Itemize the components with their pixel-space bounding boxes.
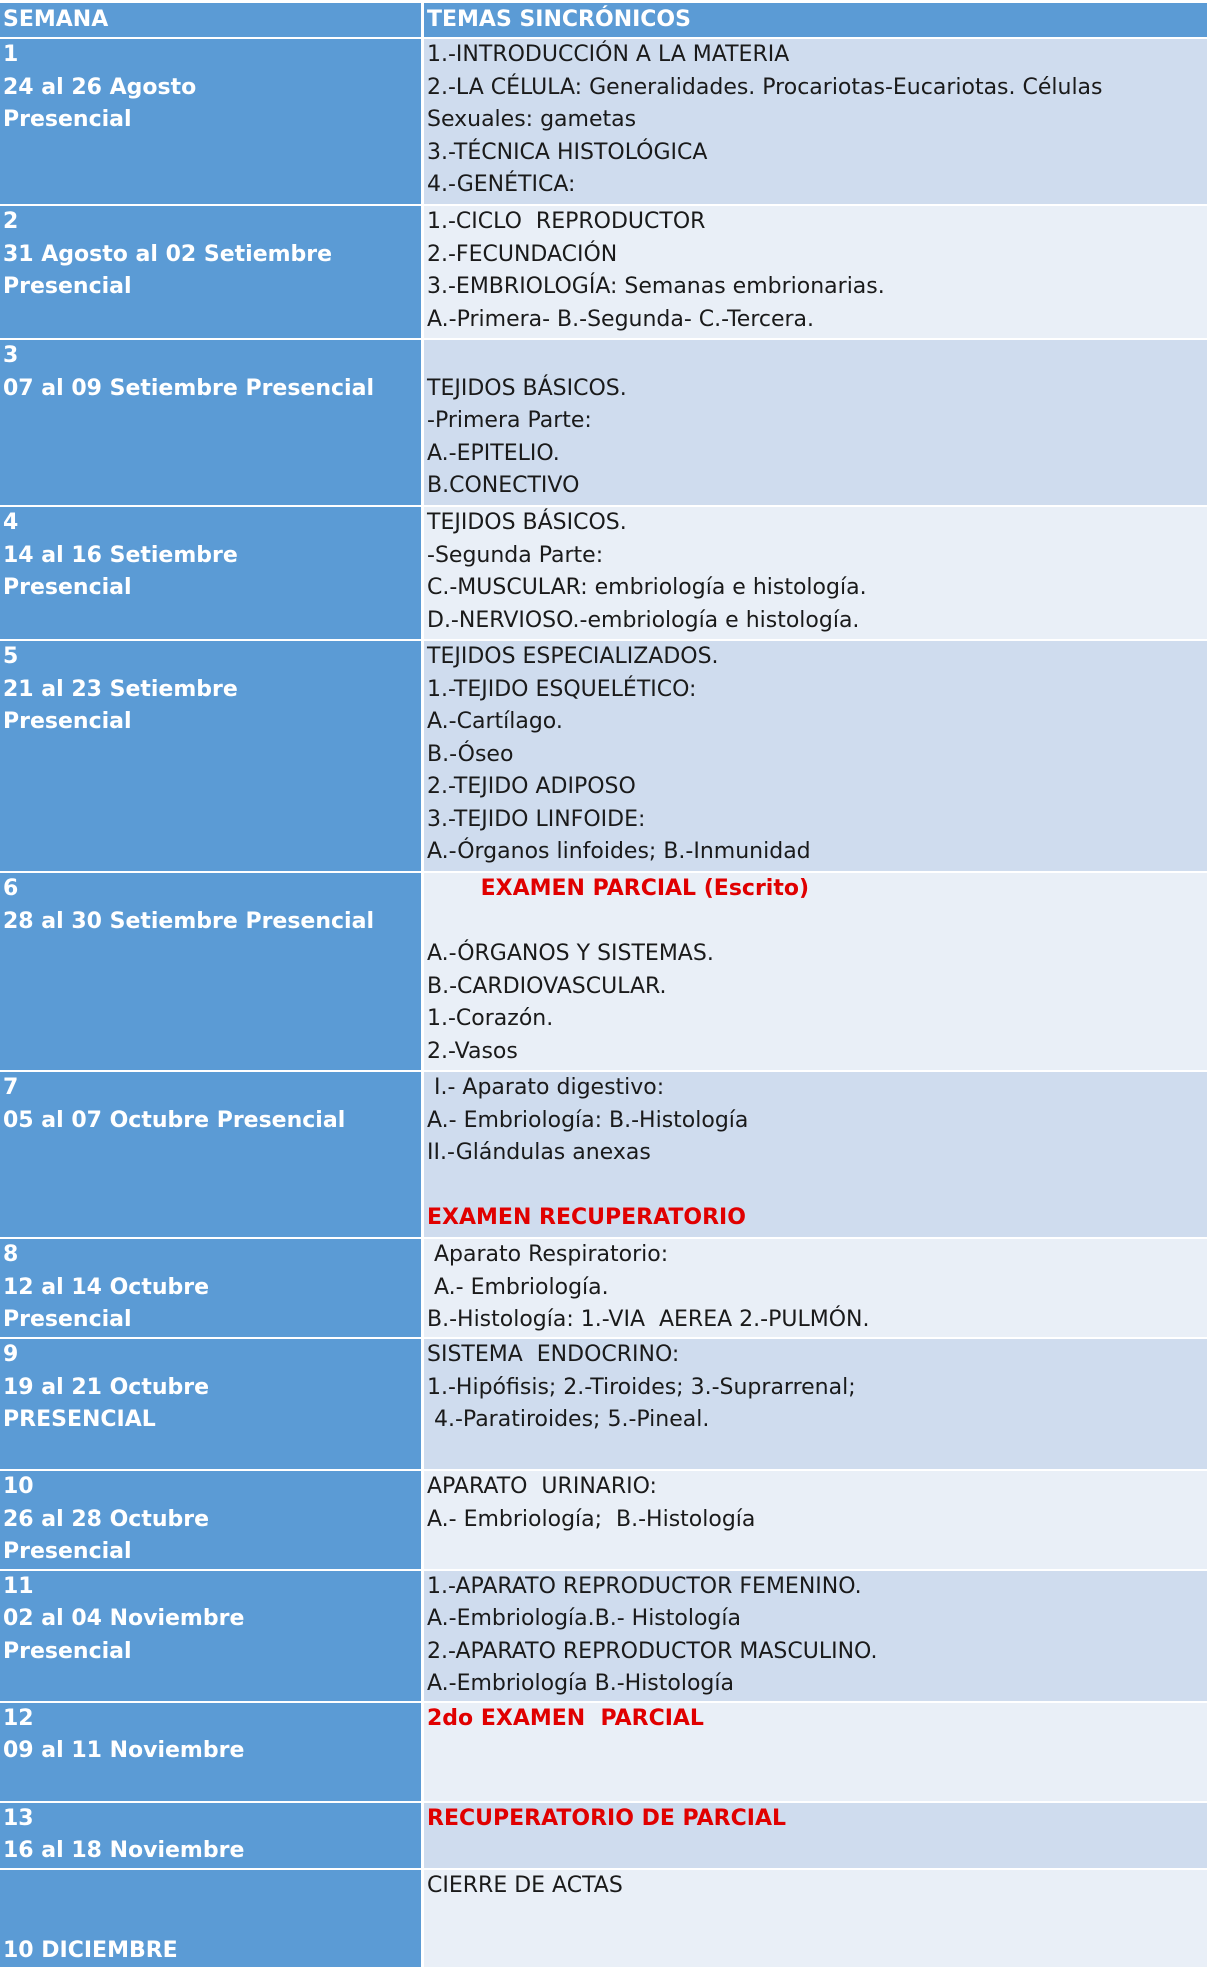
- topic-line: A.-Órganos linfoides; B.-Inmunidad: [427, 836, 1207, 869]
- topic-line: -Primera Parte:: [427, 405, 1207, 438]
- topic-line: A.-EPITELIO.: [427, 438, 1207, 471]
- week-cell: [0, 1238, 423, 1338]
- week-cell: [0, 1071, 423, 1238]
- week-cell: [0, 1570, 423, 1702]
- table-row: [0, 640, 1207, 872]
- table-row: [0, 1570, 1207, 1702]
- week-line: 7: [3, 1072, 421, 1105]
- topic-line: 3.-EMBRIOLOGÍA: Semanas embrionarias.: [427, 271, 1207, 304]
- table-row: [0, 205, 1207, 339]
- week-line: 19 al 21 Octubre: [3, 1372, 421, 1405]
- week-line: Presencial: [3, 1304, 421, 1337]
- topic-line: APARATO URINARIO:: [427, 1471, 1207, 1504]
- topic-line: A.- Embriología: B.-Histología: [427, 1105, 1207, 1138]
- topic-line: A.-Embriología B.-Histología: [427, 1668, 1207, 1701]
- topic-line: B.-CARDIOVASCULAR.: [427, 971, 1207, 1004]
- topic-line: B.-Histología: 1.-VIA AEREA 2.-PULMÓN.: [427, 1304, 1207, 1337]
- week-line: 4: [3, 507, 421, 540]
- table-row: [0, 339, 1207, 506]
- topic-line: 1.-Hipófisis; 2.-Tiroides; 3.-Suprarrenal;: [427, 1372, 1207, 1405]
- topic-line: I.- Aparato digestivo:: [427, 1072, 1207, 1105]
- topic-line: Sexuales: gametas: [427, 104, 1207, 137]
- topic-line: B.-Óseo: [427, 739, 1207, 772]
- week-line: 12: [3, 1703, 421, 1736]
- week-line: 10 DICIEMBRE: [3, 1935, 421, 1968]
- topic-line: CIERRE DE ACTAS: [427, 1870, 1207, 1903]
- week-line: 21 al 23 Setiembre: [3, 674, 421, 707]
- topic-line: TEJIDOS BÁSICOS.: [427, 507, 1207, 540]
- topic-line: 2.-LA CÉLULA: Generalidades. Procariotas-Eucariotas. Células: [427, 72, 1207, 105]
- topics-cell: [423, 1470, 1207, 1570]
- week-line: PRESENCIAL: [3, 1404, 421, 1437]
- topic-line: 3.-TÉCNICA HISTOLÓGICA: [427, 137, 1207, 170]
- week-line: Presencial: [3, 1636, 421, 1669]
- topics-cell: [423, 1338, 1207, 1470]
- week-line: 10: [3, 1471, 421, 1504]
- topic-line: A.- Embriología.: [427, 1272, 1207, 1305]
- week-cell: [0, 1802, 423, 1869]
- exam-label: EXAMEN PARCIAL (Escrito): [427, 873, 1207, 906]
- table-row: [0, 1071, 1207, 1238]
- week-line: 6: [3, 873, 421, 906]
- topic-line: II.-Glándulas anexas: [427, 1137, 1207, 1170]
- exam-label: 2do EXAMEN PARCIAL: [427, 1703, 1207, 1736]
- week-line: 11: [3, 1571, 421, 1604]
- table-row: [0, 1802, 1207, 1869]
- week-line: 05 al 07 Octubre Presencial: [3, 1105, 421, 1138]
- exam-label: EXAMEN RECUPERATORIO: [427, 1202, 1207, 1235]
- table-row: [0, 38, 1207, 205]
- week-line: Presencial: [3, 706, 421, 739]
- topic-line: A.-Primera- B.-Segunda- C.-Tercera.: [427, 304, 1207, 337]
- topic-line: 1.-TEJIDO ESQUELÉTICO:: [427, 674, 1207, 707]
- topics-cell: [423, 205, 1207, 339]
- topic-line: 1.-APARATO REPRODUCTOR FEMENINO.: [427, 1571, 1207, 1604]
- week-cell: [0, 1338, 423, 1470]
- topic-line: [427, 1170, 1207, 1203]
- week-cell: [0, 872, 423, 1071]
- week-cell: [0, 205, 423, 339]
- topic-line: 2.-Vasos: [427, 1036, 1207, 1069]
- topic-line: 2.-FECUNDACIÓN: [427, 239, 1207, 272]
- topics-cell: [423, 640, 1207, 872]
- table-row: [0, 1238, 1207, 1338]
- topic-line: A.- Embriología; B.-Histología: [427, 1504, 1207, 1537]
- week-line: 28 al 30 Setiembre Presencial: [3, 906, 421, 939]
- table-row: [0, 1869, 1207, 1969]
- topic-line: TEJIDOS BÁSICOS.: [427, 373, 1207, 406]
- week-cell: [0, 640, 423, 872]
- topic-line: [427, 906, 1207, 939]
- week-line: 2: [3, 206, 421, 239]
- topics-cell: [423, 872, 1207, 1071]
- week-line: 13: [3, 1803, 421, 1836]
- topic-line: A.-Embriología.B.- Histología: [427, 1603, 1207, 1636]
- topic-line: 1.-CICLO REPRODUCTOR: [427, 206, 1207, 239]
- week-cell: [0, 506, 423, 640]
- week-cell: [0, 1869, 423, 1969]
- topic-line: D.-NERVIOSO.-embriología e histología.: [427, 605, 1207, 638]
- topic-line: 1.-INTRODUCCIÓN A LA MATERIA: [427, 39, 1207, 72]
- topic-line: B.CONECTIVO: [427, 470, 1207, 503]
- topic-line: 2.-TEJIDO ADIPOSO: [427, 771, 1207, 804]
- week-line: Presencial: [3, 1536, 421, 1569]
- topic-line: 4.-GENÉTICA:: [427, 169, 1207, 202]
- week-line: 09 al 11 Noviembre: [3, 1735, 421, 1768]
- topics-cell: [423, 1238, 1207, 1338]
- week-line: 02 al 04 Noviembre: [3, 1603, 421, 1636]
- week-line: Presencial: [3, 104, 421, 137]
- week-line: Presencial: [3, 572, 421, 605]
- table-row: [0, 872, 1207, 1071]
- topic-line: A.-ÓRGANOS Y SISTEMAS.: [427, 938, 1207, 971]
- topic-line: Aparato Respiratorio:: [427, 1239, 1207, 1272]
- week-line: 24 al 26 Agosto: [3, 72, 421, 105]
- topic-line: 3.-TEJIDO LINFOIDE:: [427, 804, 1207, 837]
- header-semana: SEMANA: [0, 3, 423, 38]
- week-line: 5: [3, 641, 421, 674]
- topics-cell: [423, 1869, 1207, 1969]
- week-cell: [0, 38, 423, 205]
- topics-cell: [423, 339, 1207, 506]
- table-row: [0, 1338, 1207, 1470]
- week-line: 8: [3, 1239, 421, 1272]
- week-line: [3, 1902, 421, 1935]
- week-cell: [0, 1470, 423, 1570]
- topic-line: 2.-APARATO REPRODUCTOR MASCULINO.: [427, 1636, 1207, 1669]
- week-line: 3: [3, 340, 421, 373]
- topics-cell: [423, 38, 1207, 205]
- week-line: 31 Agosto al 02 Setiembre: [3, 239, 421, 272]
- week-line: Presencial: [3, 271, 421, 304]
- topic-line: 4.-Paratiroides; 5.-Pineal.: [427, 1404, 1207, 1437]
- week-line: 14 al 16 Setiembre: [3, 540, 421, 573]
- week-line: 07 al 09 Setiembre Presencial: [3, 373, 421, 406]
- topic-line: -Segunda Parte:: [427, 540, 1207, 573]
- week-line: 1: [3, 39, 421, 72]
- topics-cell: [423, 506, 1207, 640]
- table-row: [0, 1470, 1207, 1570]
- exam-label: RECUPERATORIO DE PARCIAL: [427, 1803, 1207, 1836]
- topic-line: A.-Cartílago.: [427, 706, 1207, 739]
- week-line: 12 al 14 Octubre: [3, 1272, 421, 1305]
- topic-line: C.-MUSCULAR: embriología e histología.: [427, 572, 1207, 605]
- week-cell: [0, 1702, 423, 1802]
- topic-line: [427, 340, 1207, 373]
- topic-line: TEJIDOS ESPECIALIZADOS.: [427, 641, 1207, 674]
- week-line: 16 al 18 Noviembre: [3, 1835, 421, 1868]
- week-line: 9: [3, 1339, 421, 1372]
- schedule-table: [0, 3, 1207, 1969]
- topics-cell: [423, 1570, 1207, 1702]
- topics-cell: [423, 1702, 1207, 1802]
- schedule-body: [0, 3, 1207, 1968]
- week-cell: [0, 339, 423, 506]
- week-line: [3, 1870, 421, 1903]
- topic-line: SISTEMA ENDOCRINO:: [427, 1339, 1207, 1372]
- topics-cell: [423, 1802, 1207, 1869]
- table-row: [0, 1702, 1207, 1802]
- topic-line: 1.-Corazón.: [427, 1003, 1207, 1036]
- topics-cell: [423, 1071, 1207, 1238]
- table-row: [0, 506, 1207, 640]
- week-line: 26 al 28 Octubre: [3, 1504, 421, 1537]
- header-temas: TEMAS SINCRÓNICOS: [423, 3, 1207, 38]
- header-row: [0, 3, 1207, 38]
